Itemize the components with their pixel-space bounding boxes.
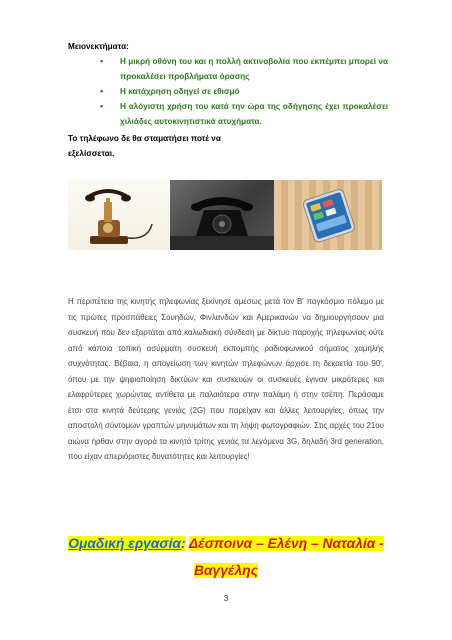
team-colon: : <box>180 536 186 551</box>
conclusion-text: Το τηλέφωνο δε θα σταματήσει ποτέ να εξελίσσεται. <box>68 134 221 158</box>
cons-list-item: • Η αλόγιστη χρήση του κατά την ώρα της οδήγησης έχει προκαλέσει χιλιάδες αυτοκινητιστικά ατυχήματα. <box>100 101 388 126</box>
bullet-icon: • <box>100 56 104 66</box>
smartphone-icon <box>274 180 382 250</box>
team-label: Ομαδική εργασία <box>68 536 181 551</box>
bullet-icon: • <box>100 86 104 96</box>
rotary-telephone-photo <box>170 180 274 250</box>
cons-heading: Μειονεκτήματα: <box>68 42 129 51</box>
antique-telephone-photo <box>68 180 170 250</box>
photo-strip <box>68 180 382 250</box>
page-number: 3 <box>223 594 229 603</box>
history-paragraph: Η περιπέτεια της κινητής τηλεφωνίας ξεκίνησε αμέσως μετά τον Β' παγκόσμιο πόλεμο με τις πρώτες προσπάθειες Σουηδών, Φινλανδών και Αμερικανών να δημιουργήσουν μια συσκευή που δεν εξαρτάται από καλωδιακή σύνδεση με δίκτυο παροχής τηλεφωνίας ούτε από κάποια τοπική ασύρματη συσκευή εκπομπής ραδιοφωνικού σήματος χαμηλής συχνότητας. Βέβαια, η απογείωση των κινητών τηλεφώνων άρχισε τη δεκαετία του 90', όπου με την ψηφιοποίηση δικτύων και συσκευών οι συσκευές έγιναν μικρότερες και ελαφρύτερες χωρώντας αντίθετα με παλαιότερα στην παλάμη ή στην τσέπη. Περάσαμε έτσι στα κινητά δεύτερης γενιάς (2G) που παρείχαν και άλλες λειτουργίες, όπως την αποστολή σύντομων γραπτών μηνυμάτων και τη λήψη φωτογραφιών. Στις αρχές του 21ου αιώνα ήρθαν στην αγορά τα κινητά τρίτης γενιάς τα λεγόμενα 3G, δηλαδή 3rd generation, που είχαν απεριόριστες δυνατότητες και λειτουργίες! <box>68 297 384 461</box>
rotary-telephone-icon <box>170 180 274 250</box>
cons-list <box>98 54 388 129</box>
cons-list-item: • Η κατάχρηση οδηγεί σε εθισμό <box>98 84 388 99</box>
antique-telephone-icon <box>68 180 170 250</box>
team-names: Δέσποινα – Ελένη – Ναταλία - Βαγγέλης <box>188 536 384 578</box>
cons-list-item: • Η μικρή οθόνη του και η πολλή ακτινοβολία που εκπέμπει μπορεί να προκαλέσει προβλήματα όρασης <box>100 56 388 81</box>
bullet-icon: • <box>100 101 104 111</box>
team-credit <box>64 530 388 584</box>
smartphone-photo <box>274 180 382 250</box>
